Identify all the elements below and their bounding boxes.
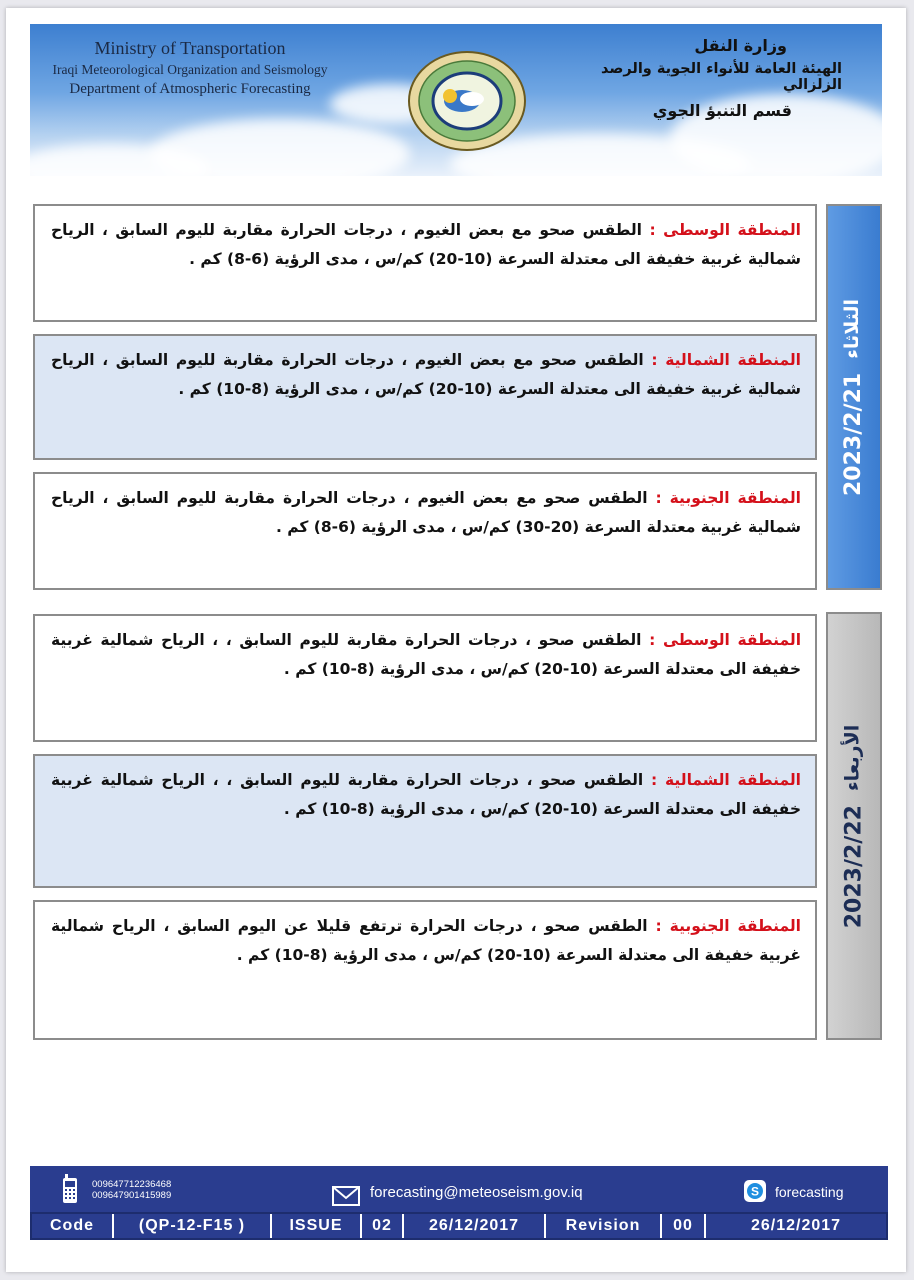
region-label: المنطقة الوسطى : xyxy=(649,221,801,239)
forecast-text: الطقس صحو ، درجات الحرارة مقاربة لليوم السابق ، ، الرياح شمالية غربية خفيفة الى معتدلة السرعة (10-20) كم/س ، مدى الرؤية (8-10) كم . xyxy=(51,771,801,818)
forecast-day1-north xyxy=(33,334,817,460)
skype-handle[interactable]: forecasting xyxy=(775,1184,844,1200)
forecast-day1-south xyxy=(33,472,817,590)
forecast-text: الطقس صحو مع بعض الغيوم ، درجات الحرارة مقاربة لليوم السابق ، الرياح شمالية غربية معتدلة السرعة (20-30) كم/س ، مدى الرؤية (6-8) كم . xyxy=(51,489,801,536)
issue-date: 26/12/2017 xyxy=(404,1214,546,1238)
day2-date: 2023/2/22 xyxy=(841,804,867,928)
header-banner xyxy=(30,24,882,176)
day2-date-bar xyxy=(826,612,882,1040)
forecast-day1-central xyxy=(33,204,817,322)
region-label: المنطقة الشمالية : xyxy=(651,351,801,369)
code-value: (QP-12-F15 ) xyxy=(114,1214,272,1238)
organization-name-ar: الهيئة العامة للأنواء الجوية والرصد الزلزالي xyxy=(600,61,842,93)
revision-value: 00 xyxy=(662,1214,706,1238)
forecast-day2-south xyxy=(33,900,817,1040)
day1-date-bar xyxy=(826,204,882,590)
header-arabic xyxy=(542,36,842,120)
code-label: Code xyxy=(32,1214,114,1238)
ministry-name-en: Ministry of Transportation xyxy=(94,38,286,58)
revision-date: 26/12/2017 xyxy=(750,1217,842,1234)
organization-name-en: Iraqi Meteorological Organization and Seismology xyxy=(52,62,328,77)
day2-name: الأربعاء xyxy=(841,724,864,791)
skype-icon xyxy=(744,1180,766,1202)
phone-number-1[interactable]: 009647712236468 xyxy=(92,1179,172,1190)
logo-emblem xyxy=(406,49,528,153)
forecast-text: الطقس صحو ، درجات الحرارة ترتفع قليلا عن اليوم السابق ، الرياح شمالية غربية خفيفة الى معتدلة السرعة (10-20) كم/س ، مدى الرؤية (8-10) كم . xyxy=(51,917,801,964)
day1-date: 2023/2/21 xyxy=(841,372,867,496)
region-label: المنطقة الشمالية : xyxy=(651,771,801,789)
revision-label: Revision xyxy=(546,1214,662,1238)
contact-footer xyxy=(30,1166,888,1212)
region-label: المنطقة الوسطى : xyxy=(649,631,802,649)
forecast-text: الطقس صحو مع بعض الغيوم ، درجات الحرارة مقاربة لليوم السابق ، الرياح شمالية غربية خفيفة الى معتدلة السرعة (10-20) كم/س ، مدى الرؤية (6-8) كم . xyxy=(51,221,801,268)
department-name-en: Department of Atmospheric Forecasting xyxy=(69,81,311,97)
forecast-text: الطقس صحو مع بعض الغيوم ، درجات الحرارة مقاربة لليوم السابق ، الرياح شمالية غربية خفيفة الى معتدلة السرعة (10-20) كم/س ، مدى الرؤية (8-10) كم . xyxy=(51,351,801,398)
forecast-day2-north xyxy=(33,754,817,888)
document-code-row xyxy=(30,1212,888,1240)
issue-label: ISSUE xyxy=(272,1214,362,1238)
day1-name: الثلاثاء xyxy=(841,298,864,359)
phone-number-2[interactable]: 009647901415989 xyxy=(92,1190,172,1201)
mail-icon xyxy=(332,1186,360,1206)
forecast-text: الطقس صحو ، درجات الحرارة مقاربة لليوم السابق ، ، الرياح شمالية غربية خفيفة الى معتدلة السرعة (10-20) كم/س ، مدى الرؤية (8-10) كم . xyxy=(51,631,801,678)
svg-text:S: S xyxy=(750,1184,760,1199)
region-label: المنطقة الجنوبية : xyxy=(655,917,801,935)
header-english xyxy=(40,38,340,98)
region-label: المنطقة الجنوبية : xyxy=(655,489,801,507)
forecast-day2-central xyxy=(33,614,817,742)
department-name-ar: قسم التنبؤ الجوي xyxy=(652,101,792,120)
phone-icon xyxy=(62,1174,78,1204)
issue-value: 02 xyxy=(362,1214,404,1238)
phone-numbers xyxy=(92,1179,171,1201)
ministry-name-ar: وزارة النقل xyxy=(694,36,787,55)
email-link[interactable]: forecasting@meteoseism.gov.iq xyxy=(370,1184,583,1201)
